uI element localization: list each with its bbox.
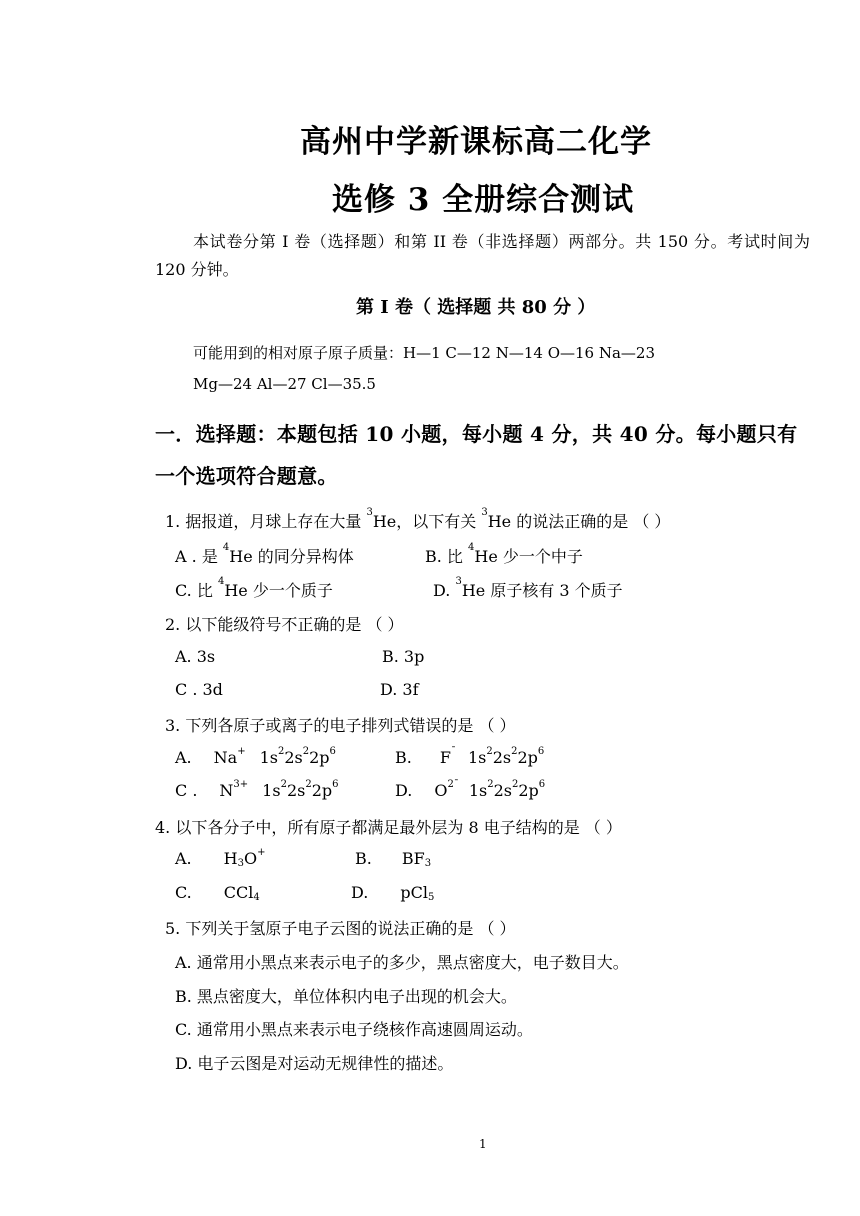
q3-b-1s: 1s <box>467 748 487 767</box>
q3-d-2p: 2p <box>518 781 539 800</box>
q1-option-c-pre: C. 比 <box>175 581 218 600</box>
q4-option-d <box>351 883 434 902</box>
q1-option-d-post: He 原子核有 3 个质子 <box>461 581 623 600</box>
section1-heading-line2: 一个选项符合题意。 <box>155 464 338 488</box>
q4-a-sub: 3 <box>237 858 244 869</box>
q4-b-sub: 3 <box>424 858 432 869</box>
q1-option-d <box>433 578 623 601</box>
q1-stem-text-b: He，以下有关 <box>372 512 482 531</box>
q2-option-c: C . 3d <box>175 680 223 699</box>
q4-a-h: H <box>223 849 238 868</box>
q1-option-d-sup: 3 <box>455 576 462 587</box>
q3-d-sup3: 6 <box>538 779 546 790</box>
exam-title-line2: 选修 3 全册综合测试 <box>332 182 635 218</box>
q3-a-2s: 2s <box>284 748 303 767</box>
q4-option-c-label: C. <box>175 883 192 902</box>
q3-a-sup1: 2 <box>277 746 285 757</box>
q3-b-2s: 2s <box>492 748 512 767</box>
q4-option-b-label: B. <box>355 849 372 868</box>
q4-option-c <box>175 883 260 902</box>
q3-c-sup3: 6 <box>332 779 339 790</box>
q1-option-d-pre: D. <box>433 581 456 600</box>
page-number: 1 <box>479 1137 487 1151</box>
section1-heading-line1: 一．选择题：本题包括 10 小题，每小题 4 分，共 40 分。每小题只有 <box>155 422 798 446</box>
q3-option-b-label: B. <box>395 748 412 767</box>
q3-option-b-charge: ¯ <box>450 746 456 757</box>
q1-option-c <box>175 578 333 601</box>
q1-option-b-sup: 4 <box>468 542 475 553</box>
q3-a-sup3: 6 <box>329 746 336 757</box>
q1-option-c-post: He 少一个质子 <box>224 581 333 600</box>
q1-stem-text-a: 1. 据报道，月球上存在大量 <box>165 512 367 531</box>
q3-option-d-label: D. <box>395 781 413 800</box>
q3-b-sup3: 6 <box>537 746 545 757</box>
q3-c-sup2: 2 <box>305 779 312 790</box>
q3-c-2s: 2s <box>286 781 306 800</box>
q5-option-c: C. 通常用小黑点来表示电子绕核作高速圆周运动。 <box>175 1020 533 1039</box>
q5-stem: 5. 下列关于氢原子电子云图的说法正确的是 （ ） <box>165 919 516 938</box>
q1-option-a-pre: A . 是 <box>175 547 223 566</box>
q4-option-d-label: D. <box>351 883 369 902</box>
q3-option-b <box>395 748 544 767</box>
q3-option-c-label: C . <box>175 781 198 800</box>
q3-d-sup2: 2 <box>512 779 519 790</box>
q3-a-sup2: 2 <box>302 746 310 757</box>
q3-option-a <box>175 748 336 767</box>
q3-a-1s: 1s <box>259 748 278 767</box>
q3-stem: 3. 下列各原子或离子的电子排列式错误的是 （ ） <box>165 716 516 735</box>
q3-d-2s: 2s <box>493 781 512 800</box>
q3-d-1s: 1s <box>468 781 488 800</box>
q3-option-a-label: A. <box>175 748 192 767</box>
q4-d-sub: 5 <box>427 892 435 903</box>
exam-intro: 本试卷分第 I 卷（选择题）和第 II 卷（非选择题）两部分。共 150 分。考试时间为 120 分钟。 <box>155 232 810 279</box>
q3-c-2p: 2p <box>311 781 333 800</box>
q2-stem: 2. 以下能级符号不正确的是 （ ） <box>165 615 404 634</box>
q3-c-1s: 1s <box>262 781 281 800</box>
q4-a-o: O <box>243 849 258 868</box>
q1-option-b <box>425 544 583 567</box>
q3-a-2p: 2p <box>309 748 330 767</box>
q3-d-sup1: 2 <box>487 779 494 790</box>
q4-d-pcl: pCl <box>400 883 428 902</box>
q1-option-a-sup: 4 <box>222 542 230 553</box>
q1-option-b-post: He 少一个中子 <box>474 547 583 566</box>
q2-option-d: D. 3f <box>380 680 419 699</box>
q3-option-d-charge: 2¯ <box>447 779 459 790</box>
q5-option-a: A. 通常用小黑点来表示电子的多少，黑点密度大，电子数目大。 <box>175 953 629 972</box>
atomic-mass-line2: Mg—24 Al—27 Cl—35.5 <box>193 375 376 393</box>
q4-option-b <box>355 849 431 868</box>
exam-title-line1: 高州中学新课标高二化学 <box>300 124 652 160</box>
q1-option-a <box>175 544 354 567</box>
q4-option-a <box>175 849 265 868</box>
part1-heading: 第 I 卷（ 选择题 共 80 分 ） <box>356 297 596 318</box>
q1-stem-superscript-2: 3 <box>481 507 488 518</box>
q3-option-b-ion: F <box>439 748 451 767</box>
q3-option-c-charge: 3+ <box>233 779 249 790</box>
q4-b-bf: BF <box>401 849 425 868</box>
q3-b-2p: 2p <box>517 748 538 767</box>
q3-c-sup1: 2 <box>280 779 287 790</box>
q5-option-d: D. 电子云图是对运动无规律性的描述。 <box>175 1054 454 1073</box>
q1-stem-superscript-1: 3 <box>366 507 373 518</box>
q3-option-c-ion: N <box>219 781 234 800</box>
q3-option-c <box>175 781 339 800</box>
q1-option-c-sup: 4 <box>217 576 225 587</box>
q1-stem <box>165 509 670 532</box>
q4-c-sub: 4 <box>253 892 260 903</box>
q3-option-a-charge: + <box>237 746 246 757</box>
q1-option-b-pre: B. 比 <box>425 547 469 566</box>
q3-b-sup2: 2 <box>511 746 518 757</box>
q4-a-sup: + <box>257 847 266 858</box>
q4-c-ccl: CCl <box>223 883 254 902</box>
q3-option-d-ion: O <box>434 781 448 800</box>
q3-b-sup1: 2 <box>486 746 493 757</box>
q2-option-b: B. 3p <box>382 647 425 666</box>
atomic-mass-line1: 可能用到的相对原子原子质量：H—1 C—12 N—14 O—16 Na—23 <box>193 344 656 362</box>
q1-option-a-post: He 的同分异构体 <box>229 547 354 566</box>
q4-option-a-label: A. <box>175 849 192 868</box>
q2-option-a: A. 3s <box>175 647 216 666</box>
q5-option-b: B. 黑点密度大，单位体积内电子出现的机会大。 <box>175 987 517 1006</box>
q4-stem: 4. 以下各分子中，所有原子都满足最外层为 8 电子结构的是 （ ） <box>155 818 622 837</box>
q3-option-a-ion: Na <box>213 748 238 767</box>
q3-option-d <box>395 781 545 800</box>
q1-stem-text-c: He 的说法正确的是 （ ） <box>487 512 671 531</box>
